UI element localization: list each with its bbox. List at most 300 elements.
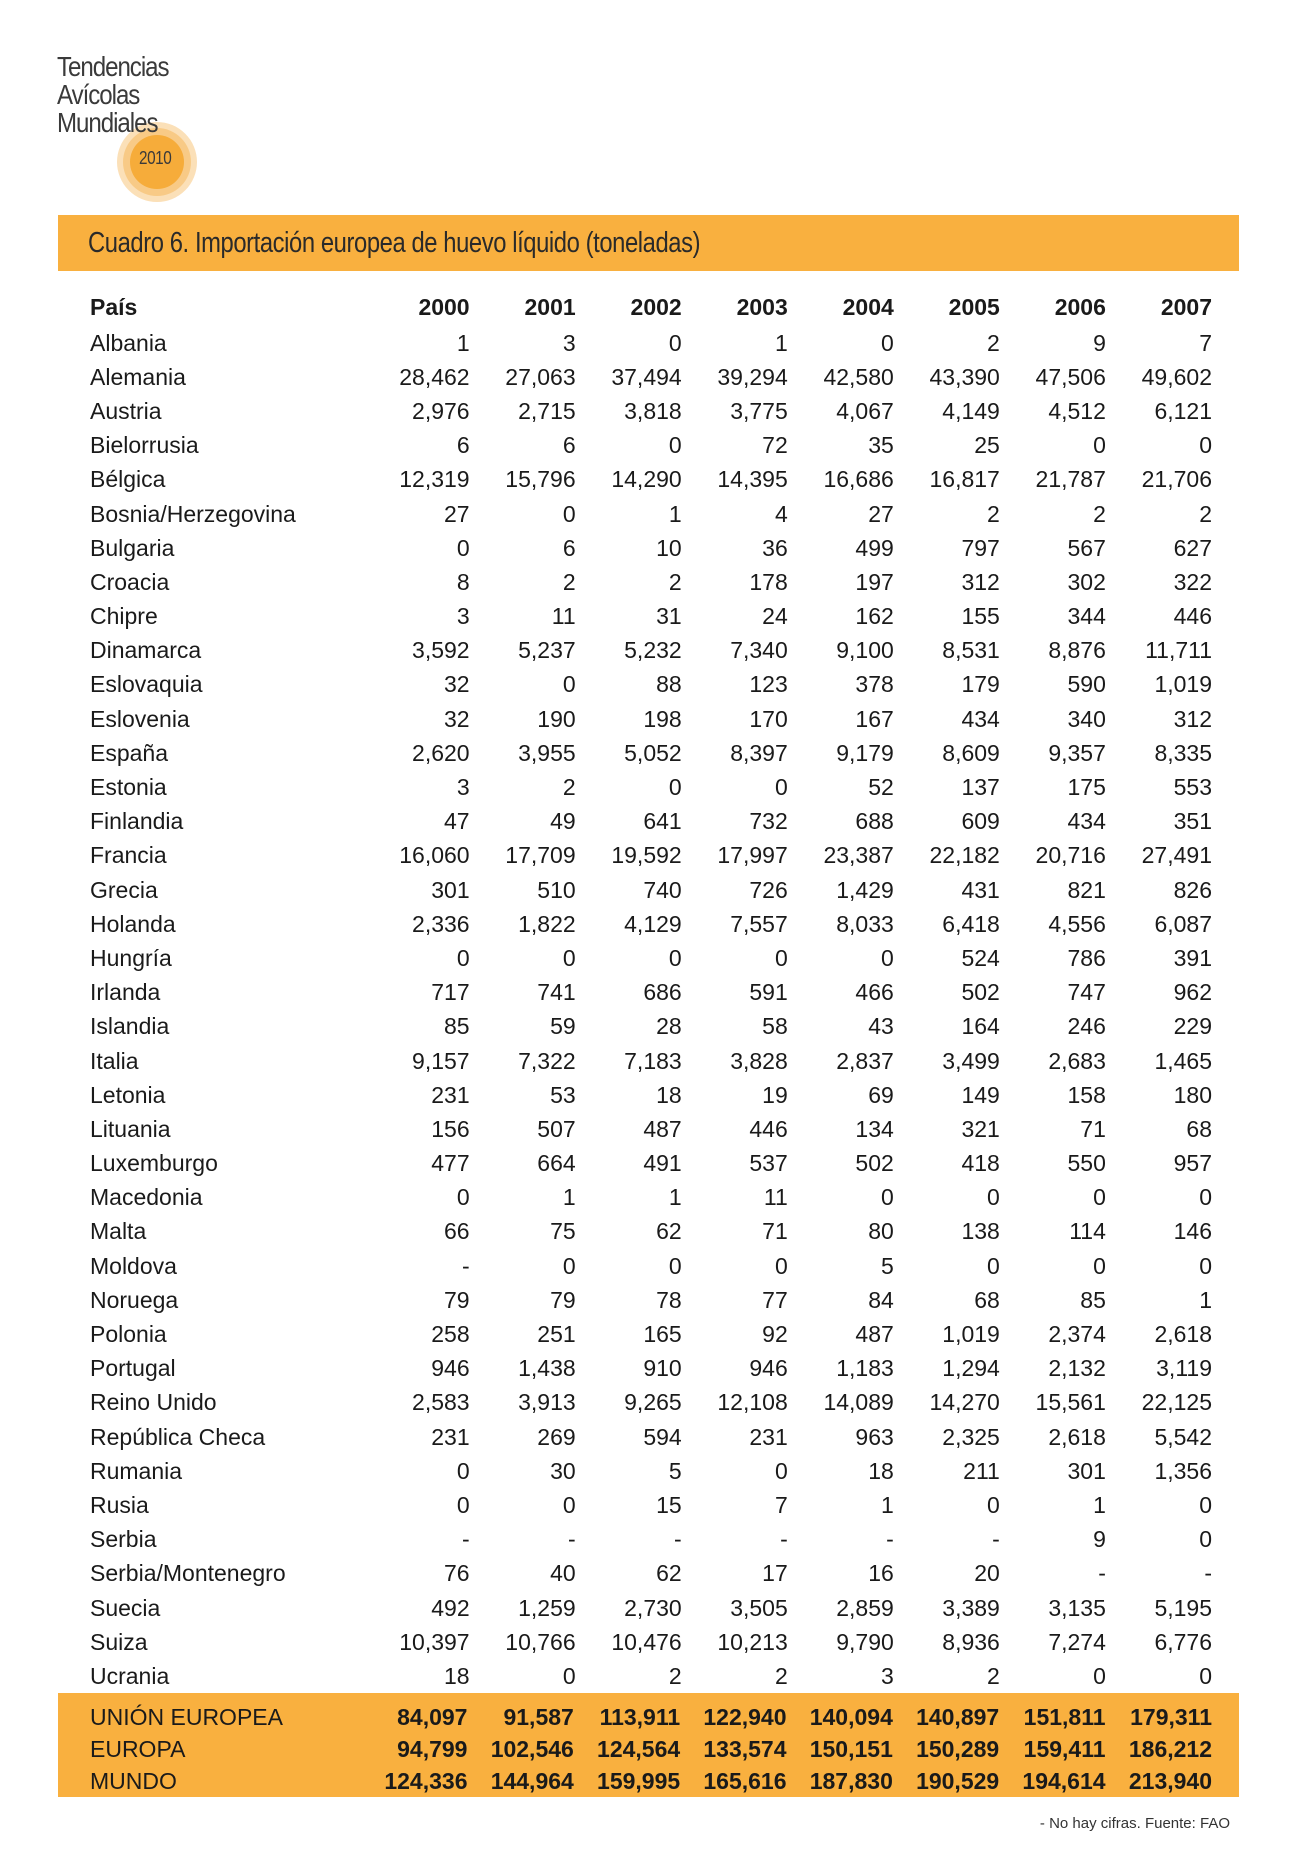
import-value-cell: 156 [431,1115,470,1142]
import-value-cell: - [780,1526,788,1553]
import-value-cell: 664 [537,1150,576,1177]
import-value-cell: 27 [868,500,894,527]
table-row [58,702,1239,736]
totals-value-cell: 144,964 [490,1767,574,1794]
import-value-cell: 15 [656,1491,682,1518]
import-value-cell: 8,531 [942,637,1000,664]
country-name: Eslovaquia [90,671,203,698]
import-value-cell: 0 [1199,1184,1212,1211]
import-value-cell: 158 [1067,1081,1106,1108]
import-value-cell: 0 [987,1252,1000,1279]
table-row [58,873,1239,907]
import-value-cell: 92 [762,1321,788,1348]
import-value-cell: 0 [1199,1491,1212,1518]
table-row [58,907,1239,941]
import-value-cell: 0 [668,944,682,971]
table-row [58,1454,1239,1488]
import-value-cell: 821 [1067,876,1106,903]
import-value-cell: 84 [868,1286,894,1313]
totals-value-cell: 133,574 [703,1735,787,1762]
import-value-cell: 0 [668,774,682,801]
table-row [58,1112,1239,1146]
country-name: Islandia [90,1013,170,1040]
import-value-cell: 431 [961,876,1000,903]
import-value-cell: - [674,1526,682,1553]
table-row [58,1181,1239,1215]
import-value-cell: 312 [1173,705,1212,732]
import-value-cell: - [1098,1560,1106,1587]
import-value-cell: 179 [961,671,1000,698]
import-value-cell: 3,818 [624,397,682,424]
import-value-cell: 42,580 [823,363,894,390]
import-value-cell: 6,087 [1154,910,1212,937]
country-name: República Checa [90,1423,266,1450]
import-value-cell: 0 [774,1252,788,1279]
import-value-cell: 1,294 [942,1355,1000,1382]
import-value-cell: 20 [974,1560,1000,1587]
table-row [58,1010,1239,1044]
logo-line-2: Avícolas [57,79,140,110]
import-value-cell: 1,356 [1154,1457,1212,1484]
import-value-cell: 0 [774,774,788,801]
import-value-cell: 0 [1093,432,1106,459]
country-name: Noruega [90,1286,179,1313]
import-value-cell: 5,237 [518,637,576,664]
import-value-cell: 741 [537,979,576,1006]
import-value-cell: 446 [1173,603,1212,630]
table-row [58,1386,1239,1420]
import-value-cell: 2 [1199,500,1212,527]
import-value-cell: 0 [562,671,576,698]
import-value-cell: 197 [855,568,894,595]
country-name: Hungría [90,944,172,971]
import-value-cell: 2,618 [1048,1423,1106,1450]
totals-value-cell: 165,616 [703,1767,787,1794]
table-row [58,1557,1239,1591]
import-value-cell: 229 [1173,1013,1212,1040]
import-value-cell: 28 [656,1013,682,1040]
import-value-cell: 49 [550,808,576,835]
import-value-cell: 170 [749,705,788,732]
totals-value-cell: 213,940 [1128,1767,1212,1794]
import-value-cell: 10 [656,534,682,561]
import-value-cell: 8,033 [836,910,894,937]
column-header-year: 2007 [1160,293,1212,320]
country-name: Francia [90,842,167,869]
import-value-cell: 155 [961,603,1000,630]
import-value-cell: 66 [444,1218,470,1245]
import-value-cell: 434 [961,705,1000,732]
import-value-cell: 14,395 [717,466,788,493]
import-value-cell: 1,822 [518,910,576,937]
country-name: Luxemburgo [90,1150,218,1177]
import-value-cell: 550 [1067,1150,1106,1177]
import-value-cell: 11 [551,603,576,630]
table-row [58,941,1239,975]
import-value-cell: 2 [987,500,1000,527]
table-row [58,1317,1239,1351]
import-value-cell: 165 [643,1321,682,1348]
totals-label: UNIÓN EUROPEA [90,1703,283,1730]
import-value-cell: 9,265 [624,1389,682,1416]
import-value-cell: 4,149 [942,397,1000,424]
import-value-cell: 6 [456,432,470,459]
country-name: Italia [90,1047,139,1074]
import-value-cell: 2,618 [1154,1321,1212,1348]
import-value-cell: 1 [1199,1286,1212,1313]
import-value-cell: 9,157 [412,1047,470,1074]
import-value-cell: 0 [456,534,470,561]
import-value-cell: 7,322 [518,1047,576,1074]
import-value-cell: 0 [987,1491,1000,1518]
import-value-cell: - [1204,1560,1212,1587]
import-value-cell: 49,602 [1141,363,1212,390]
country-name: Bulgaria [90,534,175,561]
import-value-cell: 2 [668,1662,682,1689]
country-name: Bosnia/Herzegovina [90,500,296,527]
import-value-cell: 180 [1173,1081,1212,1108]
table-header-row [58,288,1239,326]
table-row [58,1215,1239,1249]
import-value-cell: 1,019 [1154,671,1212,698]
totals-table [58,1701,1239,1797]
totals-label: EUROPA [90,1735,186,1762]
logo-year: 2010 [139,148,172,168]
import-value-cell: 591 [749,979,788,1006]
import-value-cell: 466 [855,979,894,1006]
import-value-cell: 487 [855,1321,894,1348]
import-value-cell: 434 [1067,808,1106,835]
country-name: Malta [90,1218,147,1245]
import-value-cell: 16,817 [929,466,1000,493]
import-value-cell: 418 [961,1150,1000,1177]
import-value-cell: 6,418 [942,910,1000,937]
import-value-cell: 627 [1173,534,1212,561]
totals-value-cell: 187,830 [809,1767,893,1794]
country-name: Finlandia [90,808,184,835]
import-value-cell: 58 [762,1013,788,1040]
import-value-cell: 16 [868,1560,894,1587]
import-value-cell: 957 [1173,1150,1212,1177]
import-value-cell: 0 [456,1491,470,1518]
import-value-cell: 4,129 [624,910,682,937]
import-value-cell: 1 [1093,1491,1106,1518]
import-value-cell: 3,955 [518,739,576,766]
country-name: Lituania [90,1115,171,1142]
import-value-cell: 1,019 [942,1321,1000,1348]
import-value-cell: 12,108 [717,1389,788,1416]
import-value-cell: 269 [537,1423,576,1450]
table-row [58,805,1239,839]
totals-value-cell: 124,564 [597,1735,681,1762]
import-value-cell: 641 [643,808,682,835]
import-value-cell: 178 [749,568,788,595]
logo-line-3: Mundiales [57,107,158,138]
import-value-cell: 1,465 [1154,1047,1212,1074]
import-value-cell: - [461,1526,470,1553]
import-value-cell: 15,796 [505,466,576,493]
table-row [58,1352,1239,1386]
import-value-cell: 688 [855,808,894,835]
import-value-cell: - [567,1526,576,1553]
footnote-source: - No hay cifras. Fuente: FAO [1039,1815,1230,1832]
import-value-cell: 378 [855,671,894,698]
table-row [58,531,1239,565]
import-value-cell: 2,730 [624,1594,682,1621]
import-value-cell: 7,340 [730,637,788,664]
import-value-cell: 11,711 [1145,637,1212,664]
import-value-cell: 9 [1093,329,1106,356]
import-value-cell: 31 [656,603,682,630]
table-row [58,1523,1239,1557]
import-value-cell: 0 [668,1252,682,1279]
country-name: Rumania [90,1457,183,1484]
import-value-cell: 4 [774,500,788,527]
import-value-cell: 0 [1199,1252,1212,1279]
import-value-cell: - [461,1252,470,1279]
import-value-cell: 175 [1067,774,1106,801]
import-value-cell: 2,325 [942,1423,1000,1450]
country-name: Moldova [90,1252,177,1279]
import-value-cell: 2,336 [412,910,470,937]
import-value-cell: 2,374 [1048,1321,1106,1348]
import-value-cell: 14,089 [823,1389,894,1416]
import-value-cell: 0 [1199,432,1212,459]
country-name: Letonia [90,1081,166,1108]
import-value-cell: 9,100 [836,637,894,664]
import-value-cell: 391 [1173,944,1212,971]
import-value-cell: 2 [668,568,682,595]
import-value-cell: 609 [961,808,1000,835]
import-value-cell: 0 [1093,1662,1106,1689]
column-header-year: 2005 [948,293,1000,320]
import-value-cell: 19 [762,1081,788,1108]
column-header-year: 2004 [842,293,894,320]
country-name: Serbia [90,1526,157,1553]
totals-row [58,1765,1239,1797]
table-row [58,497,1239,531]
import-value-cell: 0 [668,329,682,356]
country-name: Austria [90,397,162,424]
import-value-cell: 747 [1067,979,1106,1006]
country-name: Albania [90,329,167,356]
import-value-cell: 344 [1067,603,1106,630]
import-value-cell: 3,828 [730,1047,788,1074]
import-value-cell: 524 [961,944,1000,971]
import-value-cell: 3,775 [730,397,788,424]
import-value-cell: 40 [550,1560,576,1587]
import-value-cell: 17,997 [717,842,788,869]
import-value-cell: 351 [1173,808,1212,835]
import-value-cell: - [886,1526,894,1553]
import-value-cell: 77 [762,1286,788,1313]
column-header-country: País [90,293,138,320]
totals-value-cell: 84,097 [397,1703,468,1730]
import-value-cell: 2 [562,774,576,801]
import-value-cell: 2,715 [518,397,576,424]
import-value-cell: 8,397 [730,739,788,766]
import-value-cell: 8,936 [942,1628,1000,1655]
table-row [58,1625,1239,1659]
import-value-cell: 946 [431,1355,470,1382]
import-value-cell: 0 [774,944,788,971]
import-value-cell: 6 [562,432,576,459]
import-value-cell: 68 [974,1286,1000,1313]
country-name: Alemania [90,363,186,390]
import-value-cell: 24 [762,603,788,630]
import-value-cell: 590 [1067,671,1106,698]
import-value-cell: 69 [868,1081,894,1108]
import-value-cell: 4,556 [1048,910,1106,937]
import-value-cell: 594 [643,1423,682,1450]
country-name: Irlanda [90,979,161,1006]
import-value-cell: 0 [1199,1526,1212,1553]
import-value-cell: 11 [763,1184,788,1211]
import-value-cell: 22,125 [1141,1389,1212,1416]
import-value-cell: 9 [1093,1526,1106,1553]
totals-value-cell: 159,411 [1023,1735,1106,1762]
import-value-cell: 3,119 [1156,1355,1212,1382]
import-value-cell: 37,494 [611,363,682,390]
table-row [58,360,1239,394]
import-value-cell: 510 [537,876,576,903]
import-value-cell: 0 [1093,1252,1106,1279]
import-value-cell: 25 [974,432,1000,459]
country-name: Estonia [90,774,167,801]
import-value-cell: 302 [1067,568,1106,595]
import-value-cell: 2,132 [1048,1355,1106,1382]
totals-value-cell: 124,336 [384,1767,468,1794]
import-value-cell: 4,512 [1048,397,1106,424]
import-value-cell: 10,766 [505,1628,576,1655]
country-name: Bielorrusia [90,432,199,459]
import-value-cell: 312 [961,568,1000,595]
import-value-cell: 567 [1067,534,1106,561]
import-value-cell: 910 [643,1355,682,1382]
import-value-cell: 0 [562,1662,576,1689]
import-value-cell: 732 [749,808,788,835]
import-value-cell: 52 [868,774,894,801]
import-value-cell: 62 [656,1560,682,1587]
import-value-cell: 2,859 [836,1594,894,1621]
import-value-cell: 9,790 [836,1628,894,1655]
import-value-cell: 5 [881,1252,894,1279]
import-value-cell: 0 [562,944,576,971]
import-value-cell: 0 [987,1184,1000,1211]
import-value-cell: 786 [1067,944,1106,971]
import-value-cell: 2,620 [412,739,470,766]
import-value-cell: 231 [431,1081,470,1108]
import-value-cell: 138 [961,1218,1000,1245]
country-name: Portugal [90,1355,176,1382]
import-value-cell: 502 [961,979,1000,1006]
import-value-cell: 5,542 [1154,1423,1212,1450]
import-value-cell: 2 [987,329,1000,356]
import-value-cell: 826 [1173,876,1212,903]
import-value-cell: 43,390 [929,363,1000,390]
import-value-cell: 3,135 [1048,1594,1106,1621]
import-value-cell: 88 [656,671,682,698]
country-name: Grecia [90,876,158,903]
import-value-cell: 0 [1093,1184,1106,1211]
import-value-cell: 7,557 [730,910,788,937]
import-value-cell: 10,397 [399,1628,470,1655]
import-value-cell: 1 [562,1184,576,1211]
import-value-cell: 27 [444,500,470,527]
totals-row [58,1701,1239,1733]
import-value-cell: 22,182 [929,842,1000,869]
import-value-cell: 8,335 [1154,739,1212,766]
import-value-cell: 6 [562,534,576,561]
totals-band [58,1693,1239,1797]
table-row [58,429,1239,463]
table-row [58,736,1239,770]
import-value-cell: 258 [431,1321,470,1348]
import-value-cell: 726 [749,876,788,903]
table-body [58,326,1239,1694]
import-value-cell: 7,183 [624,1047,682,1074]
import-value-cell: 19,592 [611,842,682,869]
country-name: Suecia [90,1594,161,1621]
import-value-cell: 14,270 [929,1389,1000,1416]
table-row [58,1420,1239,1454]
import-value-cell: 0 [881,944,894,971]
totals-value-cell: 186,212 [1128,1735,1212,1762]
import-value-cell: 502 [855,1150,894,1177]
import-value-cell: 47 [444,808,470,835]
import-value-cell: 190 [537,705,576,732]
import-value-cell: 8,876 [1048,637,1106,664]
table-row [58,1078,1239,1112]
table-row [58,394,1239,428]
import-value-cell: 2,976 [412,397,470,424]
import-value-cell: 251 [537,1321,576,1348]
import-value-cell: 487 [643,1115,682,1142]
import-table [58,288,1239,1694]
import-value-cell: 3,592 [412,637,470,664]
import-value-cell: 246 [1067,1013,1106,1040]
import-value-cell: 2 [562,568,576,595]
column-header-year: 2006 [1054,293,1106,320]
totals-value-cell: 194,614 [1022,1767,1106,1794]
import-value-cell: 137 [961,774,1000,801]
import-value-cell: 686 [643,979,682,1006]
totals-row [58,1733,1239,1765]
import-value-cell: 9,179 [836,739,894,766]
import-value-cell: 10,476 [611,1628,682,1655]
table-row [58,839,1239,873]
totals-value-cell: 140,094 [809,1703,893,1730]
import-value-cell: 231 [749,1423,788,1450]
table-row [58,976,1239,1010]
import-value-cell: 1,259 [518,1594,576,1621]
import-value-cell: 1 [668,500,682,527]
table-row [58,1488,1239,1522]
import-value-cell: 167 [855,705,894,732]
import-value-cell: 27,063 [505,363,576,390]
import-value-cell: 0 [881,329,894,356]
table-row [58,1659,1239,1693]
totals-value-cell: 122,940 [703,1703,787,1730]
table-row [58,668,1239,702]
country-name: Reino Unido [90,1389,217,1416]
country-name: Chipre [90,603,158,630]
table-row [58,463,1239,497]
totals-label: MUNDO [90,1767,177,1794]
import-value-cell: 301 [1067,1457,1106,1484]
import-value-cell: 198 [643,705,682,732]
import-value-cell: 0 [668,432,682,459]
